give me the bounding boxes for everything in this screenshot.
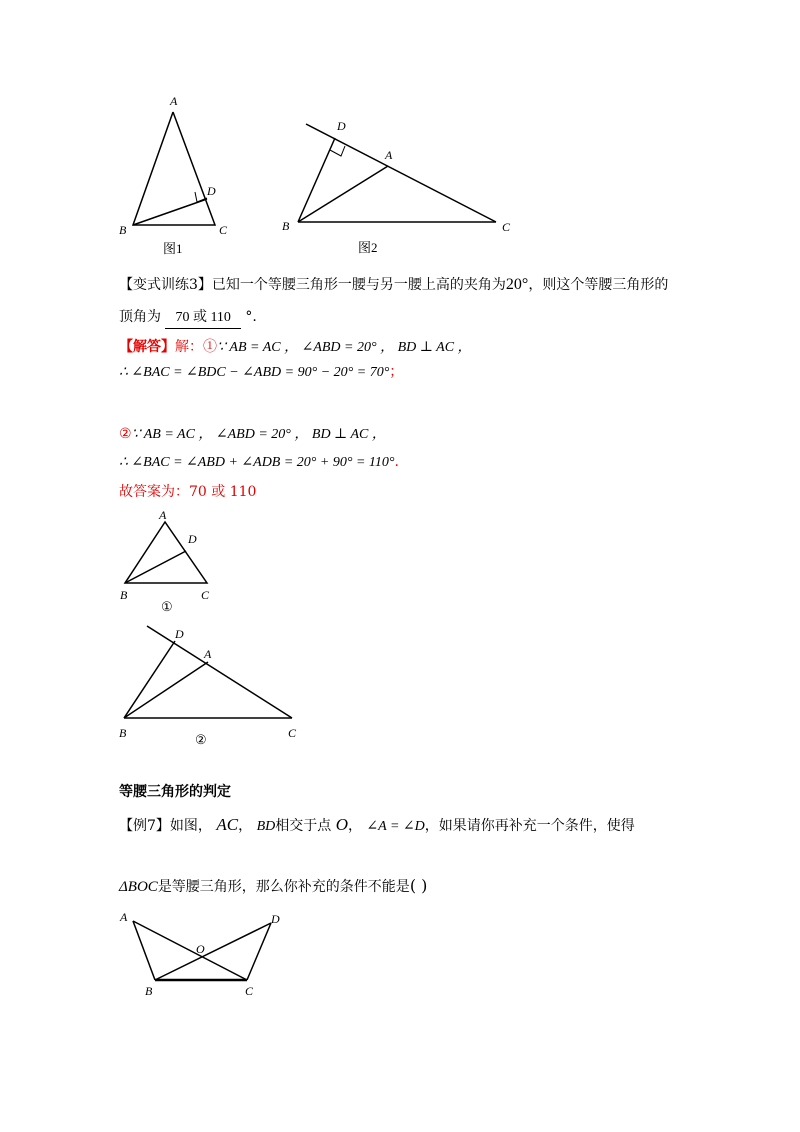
example-text-b: 相交于点 — [275, 818, 332, 834]
exercise-text-2: ，则这个等腰三角形的 — [528, 277, 669, 293]
exercise-text-3: 顶角为 — [119, 309, 161, 325]
exercise-tag: 【变式训练3】 — [119, 277, 212, 293]
fig4-label-a: A — [204, 647, 212, 661]
case2-result: ∴ ∠BAC = ∠ABD + ∠ADB = 20° + 90° = 110° — [119, 455, 395, 470]
fig2-label-b: B — [282, 219, 290, 233]
exercise-angle: 20° — [505, 276, 529, 293]
solution-intro: 解： — [175, 339, 203, 355]
fig5-label-o: O — [196, 942, 205, 956]
example-point: O — [335, 815, 348, 834]
example-sep1: ， — [238, 818, 253, 834]
example-line-2 — [119, 876, 427, 897]
example-text-a: 如图， — [169, 818, 212, 834]
fig3-label-b: B — [120, 588, 128, 602]
example-triangle: ΔBOC — [119, 879, 158, 895]
fig4-caption: ② — [195, 732, 207, 747]
case1-result: ∴ ∠BAC = ∠BDC − ∠ABD = 90° − 20° = 70° — [119, 365, 390, 380]
example-line-1 — [119, 815, 635, 837]
fig3-caption: ① — [161, 599, 173, 614]
solution-tag: 【解答】 — [119, 339, 175, 355]
section-title: 等腰三角形的判定 — [119, 784, 231, 800]
fig2-label-c: C — [502, 220, 511, 234]
case2-given: ∵ AB = AC ， ∠ABD = 20° ， BD ⊥ AC ， — [131, 427, 386, 442]
example-text-c: ，如果请你再补充一个条件，使得 — [424, 818, 635, 834]
example-paren: ( ) — [409, 876, 428, 895]
fig4-label-b: B — [119, 726, 127, 740]
fig3-label-d: D — [188, 532, 197, 546]
exercise-degree: ° — [245, 309, 253, 325]
exercise-text-1: 已知一个等腰三角形一腰与另一腰上高的夹角为 — [211, 277, 506, 293]
case2-end: . — [394, 454, 399, 470]
example-condition: ∠A = ∠D — [366, 819, 425, 834]
fig1-label-d: D — [207, 184, 216, 198]
figure-2 — [278, 112, 523, 260]
case2-mark: ② — [119, 426, 132, 442]
example-seg1: AC — [216, 815, 239, 834]
fig2-label-d: D — [337, 119, 346, 133]
solution-line-2 — [119, 362, 403, 383]
exercise-line-2 — [119, 307, 257, 329]
example-tag: 【例7】 — [119, 818, 170, 834]
figure-3 — [115, 505, 225, 617]
fig5-label-a: A — [120, 910, 128, 924]
fig5-label-d: D — [271, 912, 280, 926]
solution-line-1 — [119, 337, 472, 358]
example-seg2: BD — [256, 819, 276, 834]
fig4-label-d: D — [175, 627, 184, 641]
exercise-line-1 — [119, 275, 668, 295]
case1-given: ∵ AB = AC ， ∠ABD = 20° ， BD ⊥ AC ， — [217, 340, 472, 355]
case1-mark: ① — [203, 339, 217, 355]
figure-5 — [115, 905, 295, 1000]
fig1-caption: 图1 — [163, 241, 183, 256]
fig2-caption: 图2 — [358, 240, 378, 255]
fig2-label-a: A — [385, 148, 393, 162]
example-text-d: 是等腰三角形，那么你补充的条件不能是 — [157, 879, 410, 895]
fig3-label-a: A — [159, 508, 167, 522]
figure-1 — [115, 92, 240, 257]
example-sep2: ， — [347, 818, 362, 834]
exercise-answer: 70 或 110 — [165, 308, 240, 329]
figure-4 — [115, 618, 310, 750]
exercise-period: . — [252, 309, 257, 325]
fig1-label-b: B — [119, 223, 127, 237]
fig3-label-c: C — [201, 588, 210, 602]
fig5-label-b: B — [145, 984, 153, 998]
solution-final: 故答案为：70 或 110 — [119, 484, 257, 500]
solution-line-3 — [119, 424, 386, 445]
case1-end: ； — [389, 364, 404, 380]
fig1-label-a: A — [170, 94, 178, 108]
fig4-label-c: C — [288, 726, 297, 740]
fig5-label-c: C — [245, 984, 254, 998]
fig1-label-c: C — [219, 223, 228, 237]
solution-line-4 — [119, 452, 399, 473]
